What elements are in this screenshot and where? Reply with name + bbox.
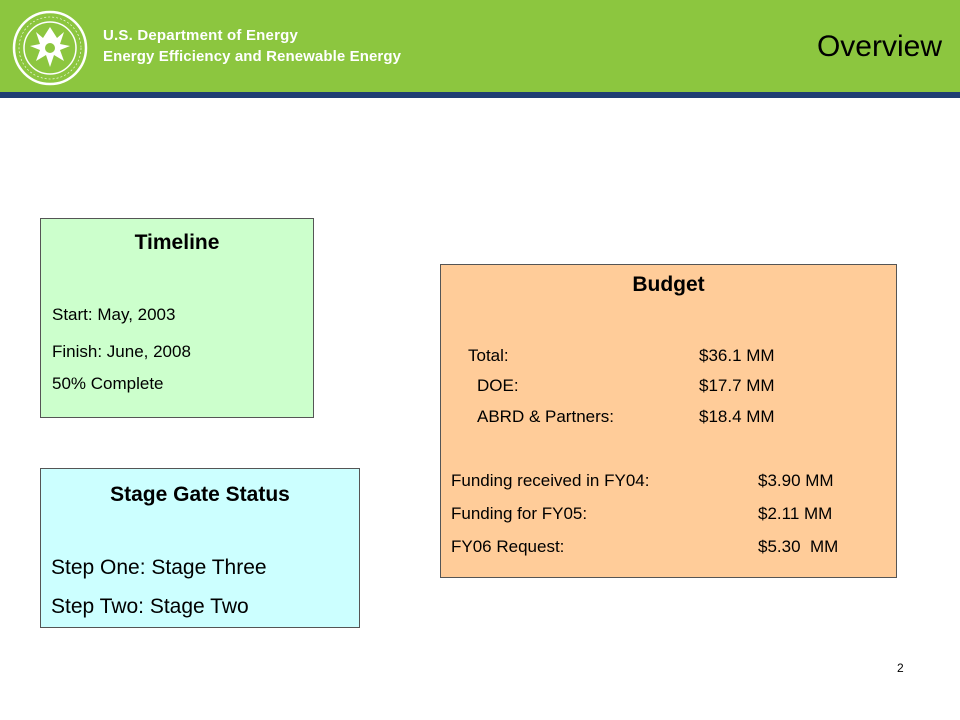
header-banner bbox=[0, 0, 960, 92]
budget-total-label: Total: bbox=[468, 346, 509, 365]
funding-fy05-label: Funding for FY05: bbox=[451, 504, 588, 523]
timeline-finish: Finish: June, 2008 bbox=[52, 342, 191, 361]
timeline-heading: Timeline bbox=[134, 231, 220, 254]
budget-box bbox=[440, 264, 897, 578]
org-name-line1: U.S. Department of Energy bbox=[103, 27, 299, 44]
doe-seal-icon bbox=[12, 10, 88, 86]
budget-partners-value: $18.4 MM bbox=[699, 407, 775, 426]
budget-total-value: $36.1 MM bbox=[699, 346, 775, 365]
funding-fy04-value: $3.90 MM bbox=[758, 471, 834, 490]
slide-title: Overview bbox=[816, 30, 942, 63]
budget-doe-value: $17.7 MM bbox=[699, 376, 775, 395]
timeline-box bbox=[40, 218, 314, 418]
stage-gate-box bbox=[40, 468, 360, 628]
timeline-complete: 50% Complete bbox=[52, 374, 164, 393]
funding-fy05-value: $2.11 MM bbox=[758, 504, 833, 523]
budget-partners-label: ABRD & Partners: bbox=[477, 407, 614, 426]
funding-fy06-value: $5.30 MM bbox=[758, 537, 839, 556]
stage-gate-step1: Step One: Stage Three bbox=[51, 556, 267, 579]
header-divider bbox=[0, 92, 960, 98]
budget-doe-label: DOE: bbox=[477, 376, 519, 395]
org-name-line2: Energy Efficiency and Renewable Energy bbox=[103, 48, 402, 65]
stage-gate-step2: Step Two: Stage Two bbox=[51, 595, 249, 618]
stage-gate-heading: Stage Gate Status bbox=[110, 483, 290, 506]
funding-fy06-label: FY06 Request: bbox=[451, 537, 565, 556]
funding-fy04-label: Funding received in FY04: bbox=[451, 471, 650, 490]
timeline-start: Start: May, 2003 bbox=[52, 305, 176, 324]
page-number: 2 bbox=[897, 661, 904, 675]
budget-heading: Budget bbox=[632, 273, 705, 296]
